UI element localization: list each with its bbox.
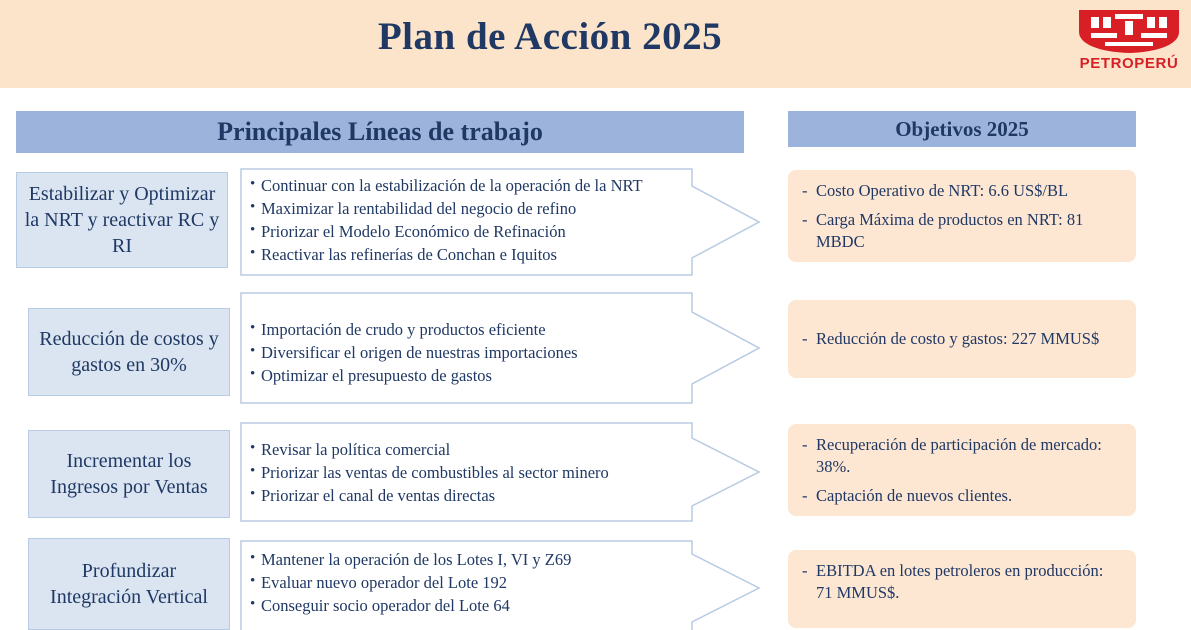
objective-item: - Recuperación de participación de mercado: 38%. bbox=[800, 434, 1122, 478]
bullet-item: • Optimizar el presupuesto de gastos bbox=[250, 364, 690, 387]
arrow-2 bbox=[240, 292, 760, 404]
row-label-4: Profundizar Integración Vertical bbox=[28, 538, 230, 630]
objective-list-3 bbox=[800, 434, 1122, 507]
arrow-bullets-2 bbox=[250, 318, 690, 387]
bullet-item: • Revisar la política comercial bbox=[250, 438, 690, 461]
objective-box-2 bbox=[788, 300, 1136, 378]
bullet-item: • Importación de crudo y productos eficiente bbox=[250, 318, 690, 341]
objective-item: - Captación de nuevos clientes. bbox=[800, 485, 1122, 507]
objective-item: - Carga Máxima de productos en NRT: 81 MBDC bbox=[800, 209, 1122, 253]
column-header-lineas: Principales Líneas de trabajo bbox=[16, 111, 744, 153]
objective-item: - EBITDA en lotes petroleros en producción: 71 MMUS$. bbox=[800, 560, 1122, 604]
petroperu-logo bbox=[1071, 8, 1187, 82]
arrow-4 bbox=[240, 540, 760, 630]
arrow-bullets-3 bbox=[250, 438, 690, 507]
row-label-1: Estabilizar y Optimizar la NRT y reactivar RC y RI bbox=[16, 172, 228, 268]
row-label-3: Incrementar los Ingresos por Ventas bbox=[28, 430, 230, 518]
objective-box-3 bbox=[788, 424, 1136, 516]
objective-item: - Costo Operativo de NRT: 6.6 US$/BL bbox=[800, 180, 1122, 202]
bullet-item: • Priorizar el canal de ventas directas bbox=[250, 484, 690, 507]
objective-list-4 bbox=[800, 560, 1122, 604]
petroperu-shield-icon bbox=[1075, 8, 1183, 54]
bullet-item: • Priorizar las ventas de combustibles al sector minero bbox=[250, 461, 690, 484]
arrow-bullets-4 bbox=[250, 548, 690, 617]
logo-wordmark: PETROPERÚ bbox=[1079, 55, 1179, 72]
bullet-item: • Diversificar el origen de nuestras importaciones bbox=[250, 341, 690, 364]
bullet-item: • Reactivar las refinerías de Conchan e Iquitos bbox=[250, 243, 690, 266]
column-header-objetivos: Objetivos 2025 bbox=[788, 111, 1136, 147]
objective-box-1 bbox=[788, 170, 1136, 262]
bullet-item: • Evaluar nuevo operador del Lote 192 bbox=[250, 571, 690, 594]
arrow-1 bbox=[240, 168, 760, 276]
bullet-item: • Conseguir socio operador del Lote 64 bbox=[250, 594, 690, 617]
arrow-bullets-1 bbox=[250, 174, 690, 266]
objective-list-1 bbox=[800, 180, 1122, 253]
page-title: Plan de Acción 2025 bbox=[377, 15, 723, 58]
bullet-item: • Continuar con la estabilización de la operación de la NRT bbox=[250, 174, 690, 197]
arrow-3 bbox=[240, 422, 760, 522]
row-label-2: Reducción de costos y gastos en 30% bbox=[28, 308, 230, 396]
bullet-item: • Mantener la operación de los Lotes I, VI y Z69 bbox=[250, 548, 690, 571]
bullet-item: • Priorizar el Modelo Económico de Refinación bbox=[250, 220, 690, 243]
bullet-item: • Maximizar la rentabilidad del negocio de refino bbox=[250, 197, 690, 220]
objective-box-4 bbox=[788, 550, 1136, 628]
objective-list-2 bbox=[800, 328, 1099, 350]
objective-item: - Reducción de costo y gastos: 227 MMUS$ bbox=[800, 328, 1099, 350]
